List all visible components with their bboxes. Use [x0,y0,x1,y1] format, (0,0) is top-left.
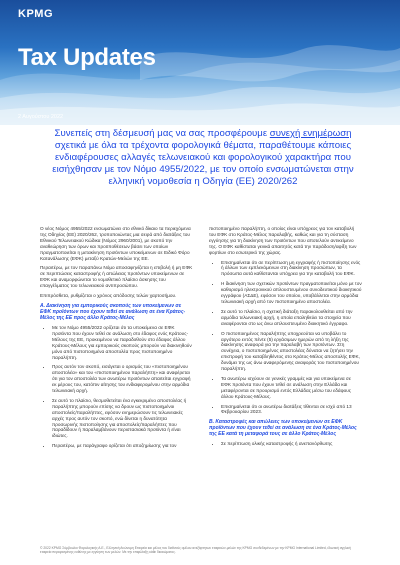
list-item: • Προς αυτόν τον σκοπό, εισάγεται ο ορισμός του «πιστοποιημένου αποστολέα» και του «πιστοποιημένου παραλήπτη» και αναφέρεται ότι για τον αποστολέα των ανωτέρω προϊόντων απαιτείται εγγραφή εκ μέρους του, κατόπιν αίτησης του ενδιαφερομένου στην αρμόδια τελωνειακή αρχή. [52,364,193,394]
list-item: • Σε αυτό το πλαίσιο, η σχετική διάταξη παρακολουθείται από την αρμόδια τελωνειακή αρχή, η οποία επαληθεύει τα στοιχεία που αναφέρονται στο ως άνω απλουστευμένο διοικητικό έγγραφο. [221,309,362,327]
kpmg-logo: KPMG [18,8,53,20]
list-item: • Επισημαίνεται ότι σε περίπτωση μη εγγραφής ή πιστοποίησης ενός ή άλλων των εμπλεκόμενων στη διακίνηση προσώπων, τα πρόσωπα αυτά καθίστανται υπόχρεα για την καταβολή του ΕΦΚ. [221,260,362,278]
bullet-list [209,260,362,416]
intro-highlight: συνεχή ενημέρωση [269,128,352,139]
list-item: • Η διακίνηση των σχετικών προϊόντων πραγματοποιείται μόνο με τον καθορισμό ηλεκτρονικού απλουστευμένου συνοδευτικού διοικητικού εγγράφου (ΑΣΔΕ), εφόσον του οποίου, υποβάλλεται στην αρμόδια τελωνειακή αρχή από τον πιστοποιημένο αποστολέα. [221,281,362,305]
footer-copyright: © 2022 KPMG Σύμβουλοι Φορολογικής Α.Ε., Ελληνική Ανώνυμη Εταιρεία και μέλος του διεθνούς ομίλου ανεξάρτητων εταιρειών-μελών της KPMG συνδεδεμένων με την KPMG International Limited, ιδιωτική αγγλική εταιρεία περιορισμένης ευθύνης με εγγύηση των μελών. Με την επιφύλαξη κάθε δικαιώματος. [40,546,351,555]
paragraph: πιστοποιημένο παραλήπτη, ο οποίος είναι υπόχρεος για τον καταβολή του ΕΦΚ στο Κράτος-Μέλος παραλαβής, καθώς και για τη σύσταση εγγύησης για τη διακίνηση των προϊόντων που αποτελούν αντικείμενο της. Ο ΕΦΚ καθίσταται γενικά απαιτητός κατά την παράδοση/αφίξη των φορτίων στο εσωτερικό της χώρας. [209,226,357,255]
section-heading-b: Β. Καταστροφές και απώλειες των υποκείμενων σε ΕΦΚ προϊόντων που έχουν τεθεί σε ανάλωση σε ένα Κράτος-Μέλος της ΕΕ κατά τη μεταφορά τους σε άλλο Κράτος-Μέλος [209,419,357,438]
paragraph: Ο νέος Νόμος 4955/2022 ενσωματώνει στο εθνικό δίκαιο τα περιεχόμενα της Οδηγίας (ΕΕ) 2020/262, τροποποιώντας μια σειρά από διατάξεις του Εθνικού Τελωνειακού Κώδικα (Νόμος 2960/2001), με σκοπό την αναθεώρηση των όρων και προϋποθέσεων βάσει των οποίων πραγματοποιείται η μετακίνηση προϊόντων υποκείμενων σε Ειδικό Φόρο Κατανάλωσης (ΕΦΚ) μεταξύ Κρατών-Μελών της ΕΕ. [40,226,191,261]
page-title: Tax Updates [18,44,156,71]
list-item: • Ο πιστοποιημένος παραλήπτης υποχρεούται να υποβάλει το αργότερο εντός πέντε (5) εργάσιμων ημερών από τη λήξη της διακίνησης αναφορά για την παραλαβή των προϊόντων. Στη συνέχεια, ο πιστοποιημένος αποστολέας δύναται να ζητήσει την επιστροφή του καταβληθέντος στο Κράτος-Μέλος αποστολής ΕΦΚ, δυνάμει της ως άνω αναφερόμενης αναφοράς του πιστοποιημένου παραλήπτη. [221,331,362,372]
bullet-list [40,325,193,449]
bullet-list [209,441,362,447]
right-column [209,226,362,451]
list-item: • Σε περίπτωση ολικής καταστροφής ή ανεπανόρθωτης [221,441,362,447]
publication-date: 2 Αυγούστου 2022 [18,114,64,120]
list-item: • Τα ανωτέρω ισχύουν σε γενικές γραμμές και για υποκείμενα σε ΕΦΚ προϊόντα που έχουν τεθεί σε ανάλωση στην Ελλάδα και μεταφέρονται σε προορισμό εντός Ελλάδας μέσω του εδάφους άλλου Κράτους-Μέλους. [221,376,362,400]
list-item: • Σε αυτό το πλαίσιο, θεσμοθετείται ένα εγκεκριμένο αποστολέας ή παραλήπτης μπορούν επίσης να δρουν ως πιστοποιημένοι αποστολείς/παραλήπτες, εφόσον ενημερώσουν τις τελωνειακές αρχές προς αυτόν τον σκοπό, ενώ δίνεται η δυνατότητα προσωρινής πιστοποίησης για αποστολείς/παραλήπτες που παραδίδουν ή παραλαμβάνουν περιστασιακά προϊόντα ή είναι ιδιώτες. [52,398,193,439]
list-item: • Επισημαίνεται ότι οι ανωτέρω διατάξεις τίθενται σε ισχύ από 13 Φεβρουαρίου 2023. [221,404,362,416]
intro-text-end: σχετικά με όλα τα τρέχοντα φορολογικά θέματα, παραθέτουμε κάποιες ενδιαφέρουσες αλλαγές τελωνειακού και φορολογικού χαρακτήρα που εισήχθησαν με τον Νόμο 4955/2022, με τον οποίο ενσωματώνεται στην ελληνική νομοθεσία η Οδηγία (ΕΕ) 2020/262 [52,140,354,187]
left-column [40,226,193,453]
section-heading-a: Α. Διακίνηση για εμπορικούς σκοπούς των υποκείμενων σε ΕΦΚ προϊόντων που έχουν τεθεί σε ανάλωση σε ένα Κράτος-Μέλος της ΕΕ προς άλλο Κράτος-Μέλος [40,302,186,321]
intro-text-start: Συνεπείς στη δέσμευσή μας να σας προσφέρουμε [54,128,270,139]
list-item: • Περαιτέρω, με παράγραφο ορίζεται ότι αποζημίωσης για τον [52,443,193,449]
header-banner [0,0,400,125]
list-item: • Με τον Νόμο 4955/2022 ορίζεται ότι τα υποκείμενα σε ΕΦΚ προϊόντα που έχουν τεθεί σε ανάλωση στο έδαφος ενός Κράτους-Μέλους της ΕΕ, προκειμένου να παραδοθούν στο έδαφος άλλου Κράτους-Μέλους για εμπορικούς σκοπούς μπορούν να διακινηθούν μόνο από πιστοποιημένα αποστολέα προς πιστοποιημένο παραλήπτη. [52,325,193,360]
intro-statement [38,128,368,188]
paragraph: Επιπρόσθετα, ρυθμίζεται ο χρόνος απόδοσης τελών χαρτοσήμου. [40,293,177,299]
paragraph: Περαιτέρω, με τον παραπάνω Νόμο αποσαφηνίζεται η επιβολή ή μη ΕΦΚ σε περιπτώσεις καταστροφής ή απώλειας προϊόντων υποκείμενων σε ΕΦΚ και αναμορφώνεται το νομοθετικό πλαίσιο άσκησης του επαγγέλματος του τελωνειακού αντιπροσώπου. [40,265,193,289]
